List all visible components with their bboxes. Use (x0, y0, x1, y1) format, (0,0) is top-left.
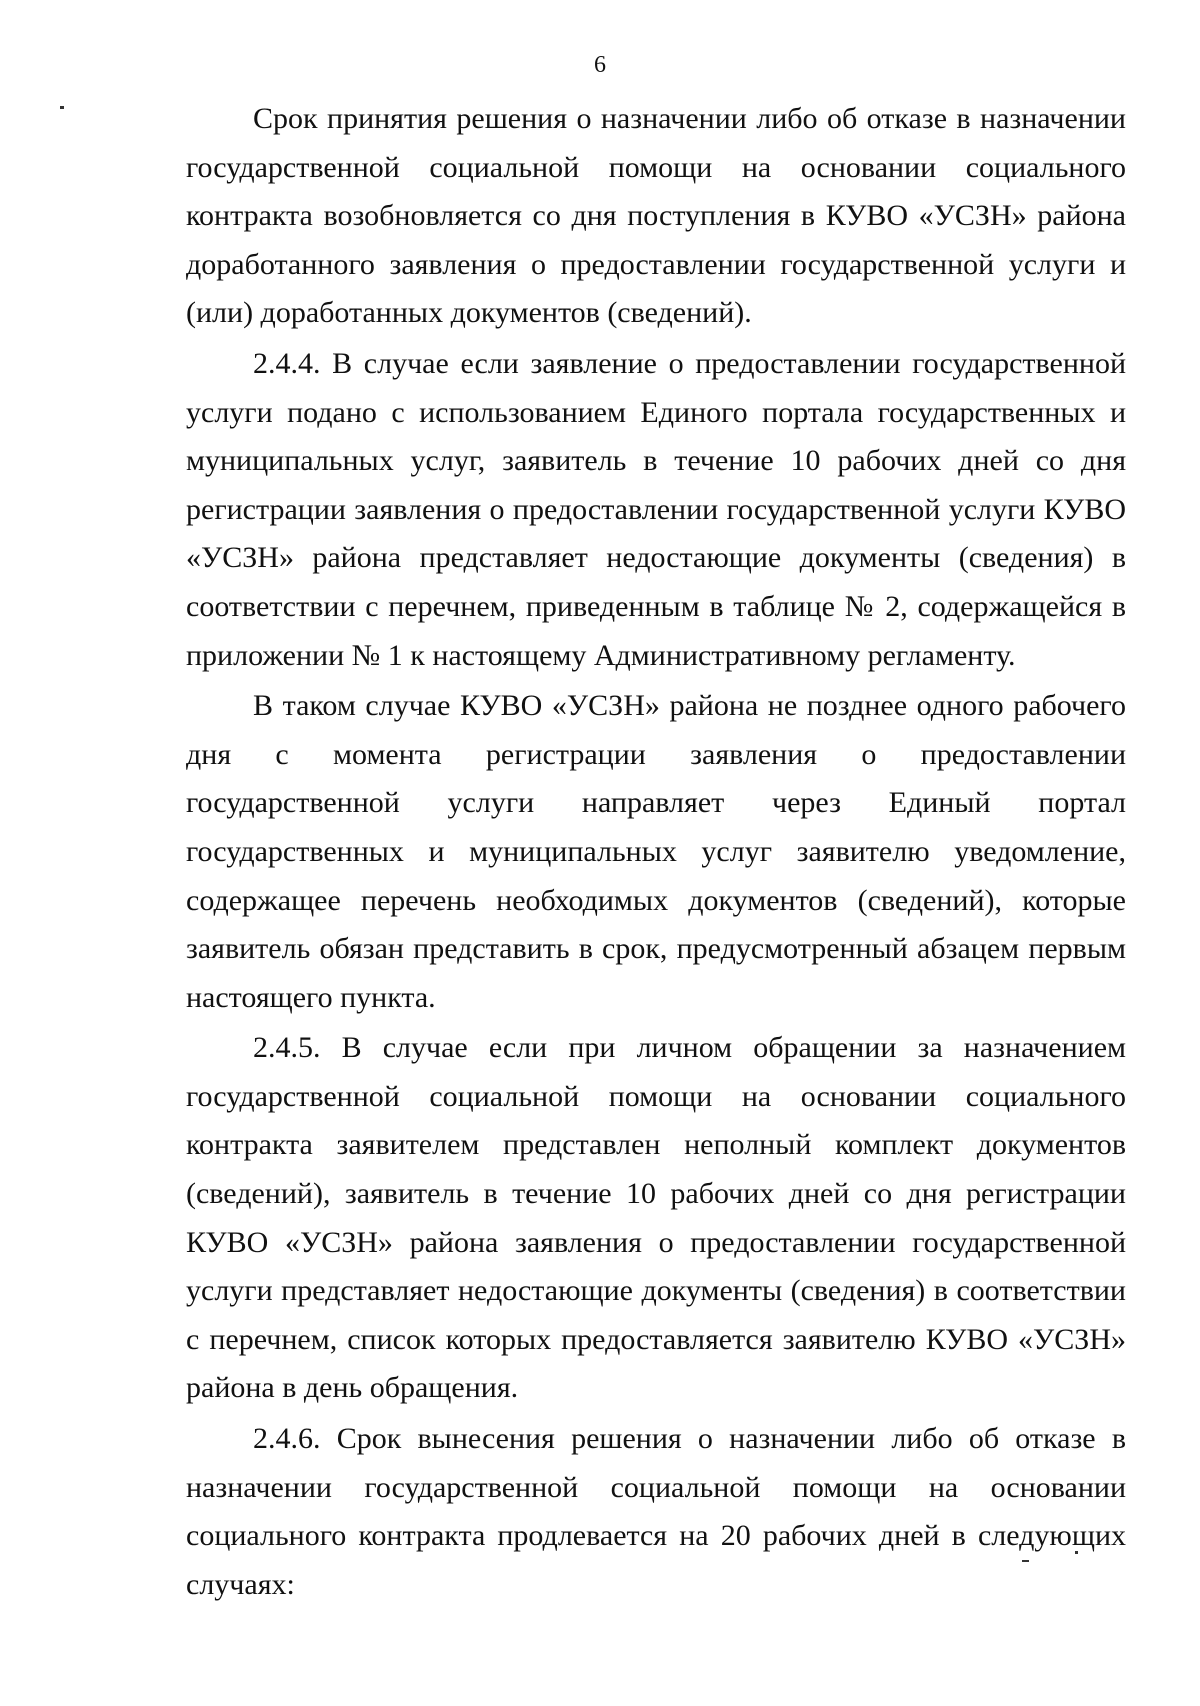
paragraph: В таком случае КУВО «УСЗН» района не позднее одного рабочего дня с момента регистрации заявления о предоставлении государственной услуги направляет через Единый портал государственных и муниципальных услуг заявителю уведомление, содержащее перечень необходимых документов (сведений), которые заявитель обязан представить в срок, предусмотренный абзацем первым настоящего пункта. (186, 689, 1126, 1014)
scan-speck (60, 106, 64, 109)
page-number: 6 (594, 52, 606, 78)
paragraph: Срок принятия решения о назначении либо об отказе в назначении государственной социальной помощи на основании социального контракта возобновляется со дня поступления в КУВО «УСЗН» района доработанного заявления о предоставлении государственной услуги и (или) доработанных документов (сведений). (186, 102, 1126, 330)
document-body (186, 95, 1126, 1609)
paragraph: 2.4.6. Срок вынесения решения о назначении либо об отказе в назначении государственной социальной помощи на основании социального контракта продлевается на 20 рабочих дней в следующих случаях: (186, 1422, 1126, 1601)
paragraph: 2.4.5. В случае если при личном обращении за назначением государственной социальной помощи на основании социального контракта заявителем представлен неполный комплект документов (сведений), заявитель в течение 10 рабочих дней со дня регистрации КУВО «УСЗН» района заявления о предоставлении государственной услуги представляет недостающие документы (сведения) в соответствии с перечнем, список которых предоставляется заявителю КУВО «УСЗН» района в день обращения. (186, 1031, 1126, 1405)
paragraph: 2.4.4. В случае если заявление о предоставлении государственной услуги подано с использованием Единого портала государственных и муниципальных услуг, заявитель в течение 10 рабочих дней со дня регистрации заявления о предоставлении государственной услуги КУВО «УСЗН» района представляет недостающие документы (сведения) в соответствии с перечнем, приведенным в таблице № 2, содержащейся в приложении № 1 к настоящему Административному регламенту. (186, 346, 1126, 672)
